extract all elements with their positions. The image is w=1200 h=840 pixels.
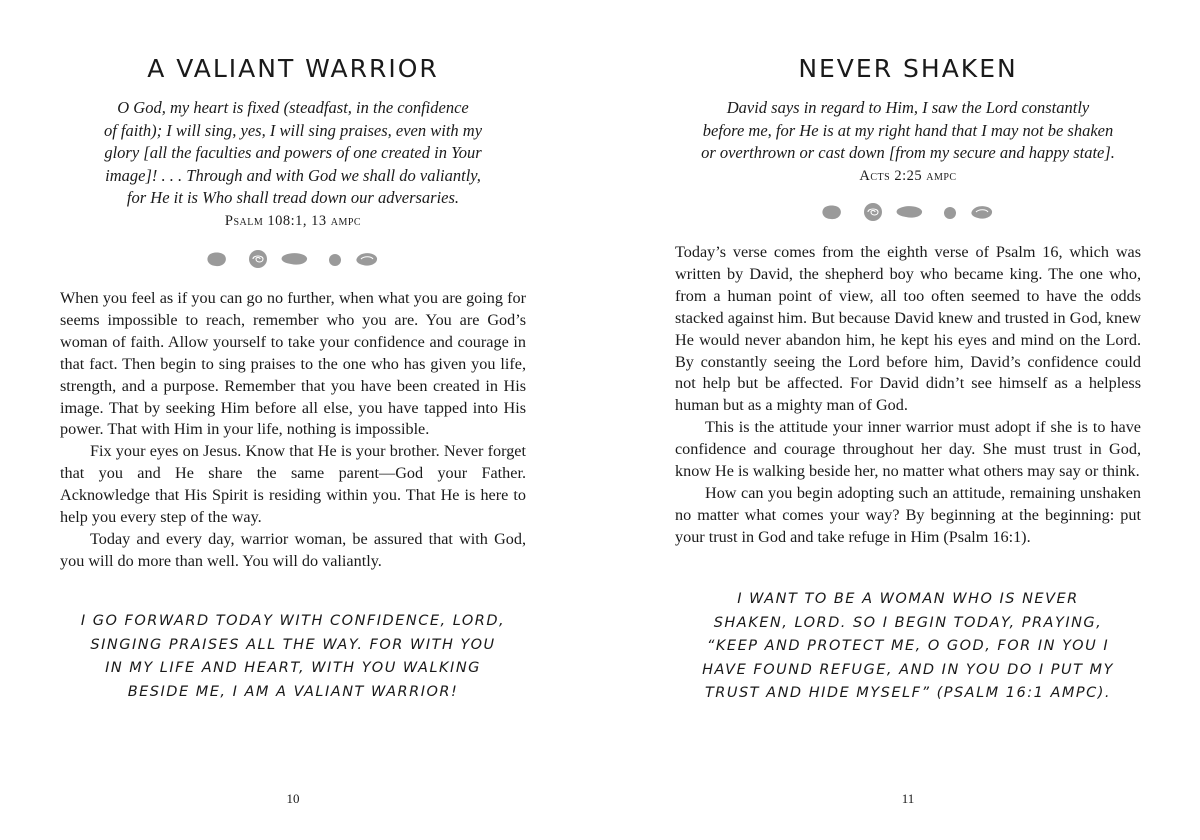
verse-line: for He it is Who shall tread down our adversaries. xyxy=(126,188,460,207)
prayer-line: SHAKEN, LORD. SO I BEGIN TODAY, PRAYING, xyxy=(713,614,1103,631)
right-page xyxy=(675,0,1141,840)
scripture-verse xyxy=(675,97,1141,165)
body-text xyxy=(60,288,526,573)
pebble-stones-icon xyxy=(675,200,1141,226)
page-title: A VALIANT WARRIOR xyxy=(147,54,439,83)
verse-line: of faith); I will sing, yes, I will sing praises, even with my xyxy=(103,120,483,140)
verse-line: O God, my heart is fixed (steadfast, in the confidence xyxy=(117,98,469,117)
prayer-line: IN MY LIFE AND HEART, WITH YOU WALKING xyxy=(105,660,481,676)
page-number: 10 xyxy=(286,791,300,806)
verse-line: before me, for He is at my right hand that I may not be shaken xyxy=(702,120,1114,140)
pebble-stones-icon xyxy=(60,247,526,273)
verse-line: image]! . . . Through and with God we shall do valiantly, xyxy=(105,165,481,185)
prayer-line: “KEEP AND PROTECT ME, O GOD, FOR IN YOU I xyxy=(706,638,1110,654)
body-paragraph: Today’s verse comes from the eighth verse of Psalm 16, which was written by David, the shepherd boy who became king. The one who, from a human point of view, all too often seemed to have the odds stacked against him. But because David knew and trusted in God, knew He would never abandon him, he kept his eyes and mind on the Lord. By constantly seeing the Lord before him, David’s confidence could not help but be affected. For David didn’t see himself as a helpless human but as a mighty man of God. xyxy=(675,243,1141,415)
prayer-line: TRUST AND HIDE MYSELF” (PSALM 16:1 AMPC). xyxy=(704,685,1112,701)
body-paragraph: When you feel as if you can go no further, when what you are going for seems impossible to reach, remember who you are. You are God’s woman of faith. Allow yourself to take your confidence and courage in that fact. Then begin to sing praises to the one who has given you life, strength, and a purpose. Remember that you have been created in His image. That by seeking Him before all else, you have tapped into His power. That with Him in your life, nothing is impossible. xyxy=(60,289,526,439)
body-paragraph: This is the attitude your inner warrior must adopt if she is to have confidence and courage throughout her day. She must trust in God, know He is walking beside her, no matter what others may say or think. xyxy=(675,418,1141,481)
prayer-text xyxy=(60,610,526,704)
prayer-line: I GO FORWARD TODAY WITH CONFIDENCE, LORD, xyxy=(80,613,506,629)
prayer-line: SINGING PRAISES ALL THE WAY. FOR WITH YOU xyxy=(90,636,496,653)
verse-citation: Acts 2:25 ampc xyxy=(859,168,957,184)
verse-line: or overthrown or cast down [from my secure and happy state]. xyxy=(701,143,1115,162)
prayer-line: I WANT TO BE A WOMAN WHO IS NEVER xyxy=(737,591,1079,607)
verse-line: glory [all the faculties and powers of one created in Your xyxy=(104,143,482,162)
scripture-verse xyxy=(60,97,526,210)
body-text xyxy=(675,242,1141,549)
left-page xyxy=(60,0,526,840)
body-paragraph: Fix your eyes on Jesus. Know that He is your brother. Never forget that you and He share the same parent—God your Father. Acknowledge that His Spirit is residing within you. That He is here to help you every step of the way. xyxy=(60,442,526,527)
verse-line: David says in regard to Him, I saw the Lord constantly xyxy=(726,98,1090,117)
body-paragraph: Today and every day, warrior woman, be assured that with God, you will do more than well. You will do valiantly. xyxy=(60,529,526,570)
verse-citation: Psalm 108:1, 13 ampc xyxy=(224,213,362,229)
prayer-text xyxy=(675,588,1141,706)
page-title: NEVER SHAKEN xyxy=(798,54,1018,83)
body-paragraph: How can you begin adopting such an attitude, remaining unshaken no matter what comes your way? By beginning at the beginning: put your trust in God and take refuge in Him (Psalm 16:1). xyxy=(675,483,1141,546)
prayer-line: BESIDE ME, I AM A VALIANT WARRIOR! xyxy=(127,683,459,700)
page-number: 11 xyxy=(901,791,915,806)
prayer-line: HAVE FOUND REFUGE, AND IN YOU DO I PUT MY xyxy=(702,661,1114,678)
